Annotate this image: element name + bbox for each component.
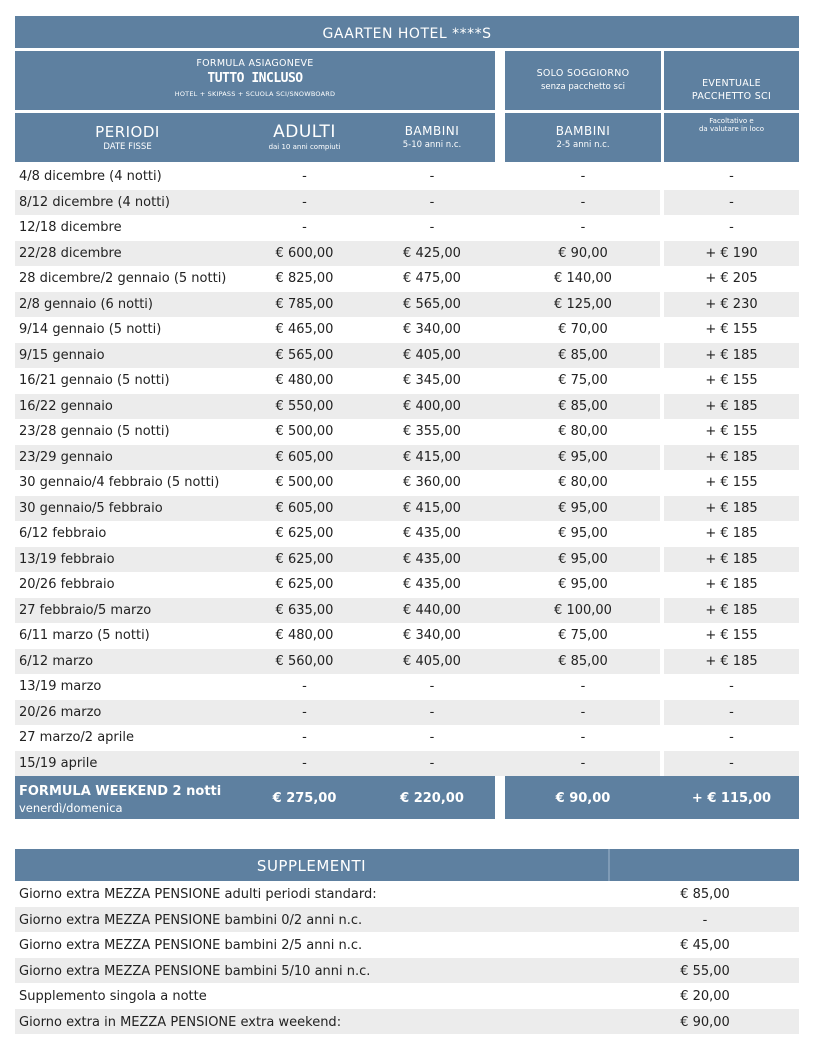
eventuale-line2: PACCHETTO SCI (691, 91, 772, 102)
pacchetto-cell: + € 185 (705, 347, 758, 363)
bambini-2-5-cell: € 95,00 (558, 551, 608, 567)
bambini-2-5-cell: € 95,00 (558, 526, 608, 541)
period-cell: 9/14 gennaio (5 notti) (19, 322, 162, 337)
table-row (15, 394, 799, 420)
bambini-5-10-cell: € 425,00 (403, 245, 461, 261)
adulti-cell: - (302, 704, 307, 720)
bambini-5-10-cell: € 340,00 (403, 322, 461, 337)
bambini-2-5-cell: € 95,00 (558, 449, 608, 465)
solo-line2: senza pacchetto sci (540, 82, 626, 92)
pacchetto-cell: + € 155 (705, 475, 758, 490)
table-row (15, 343, 799, 369)
solo-line1: SOLO SOGGIORNO (536, 68, 630, 79)
bambini-5-10-cell: - (429, 169, 435, 184)
table-row (15, 547, 799, 573)
table-row (15, 751, 799, 777)
bambini-2-5-cell: € 95,00 (558, 500, 608, 516)
bambini-2-5-header (505, 113, 661, 162)
bambini-5-10-cell: € 355,00 (403, 424, 461, 439)
supplemento-row (15, 1009, 799, 1035)
date-fisse-label: DATE FISSE (103, 142, 152, 152)
supplemento-value: - (702, 912, 708, 928)
table-row (15, 623, 799, 649)
period-cell: 16/21 gennaio (5 notti) (19, 373, 170, 388)
adulti-cell: € 635,00 (275, 602, 334, 618)
price-table (15, 164, 799, 776)
bambini-2-5-cell: - (580, 704, 586, 720)
period-cell: 9/15 gennaio (19, 347, 105, 363)
pacchetto-cell: - (729, 704, 734, 720)
period-cell: 30 gennaio/5 febbraio (19, 500, 163, 516)
bambini-2-5-cell: - (580, 194, 586, 210)
pacchetto-cell: + € 155 (705, 424, 758, 439)
period-cell: 20/26 febbraio (19, 577, 115, 592)
table-row (15, 445, 799, 471)
facoltativo-line2: da valutare in loco (698, 125, 765, 133)
bambini-5-10-label: BAMBINI (404, 124, 460, 138)
supplementi-title: SUPPLEMENTI (256, 857, 367, 875)
bambini-5-10-cell: - (429, 755, 435, 771)
supplemento-label: Giorno extra MEZZA PENSIONE bambini 5/10 anni n.c. (19, 963, 371, 979)
table-row (15, 419, 799, 445)
adulti-cell: € 825,00 (275, 271, 334, 286)
table-row (15, 598, 799, 624)
table-row (15, 241, 799, 267)
adulti-cell: € 560,00 (275, 653, 334, 669)
bambini-5-10-cell: € 405,00 (403, 347, 461, 363)
period-cell: 6/12 marzo (19, 653, 94, 669)
period-cell: 12/18 dicembre (19, 220, 122, 235)
table-row (15, 317, 799, 343)
pacchetto-cell: + € 185 (705, 577, 758, 592)
bambini-5-10-cell: € 415,00 (403, 449, 461, 465)
period-cell: 2/8 gennaio (6 notti) (19, 296, 153, 312)
pacchetto-cell: - (729, 220, 734, 235)
supplemento-label: Giorno extra MEZZA PENSIONE bambini 2/5 anni n.c. (19, 938, 363, 953)
formula-line1: FORMULA ASIAGONEVE (196, 58, 314, 69)
weekend-row-right (505, 776, 799, 819)
bambini-2-5-cell: - (580, 755, 586, 771)
period-cell: 8/12 dicembre (4 notti) (19, 194, 170, 210)
table-row (15, 674, 799, 700)
pacchetto-cell: + € 185 (705, 526, 758, 541)
bambini-5-10-cell: € 340,00 (403, 628, 461, 643)
bambini-5-10-cell: - (429, 730, 435, 745)
bambini-5-10-cell: € 565,00 (403, 296, 461, 312)
bambini-5-10-header (369, 113, 495, 162)
pacchetto-cell: + € 185 (705, 449, 758, 465)
period-cell: 16/22 gennaio (19, 398, 113, 414)
bambini-5-10-sub: 5-10 anni n.c. (402, 140, 462, 150)
weekend-bambini-2-5: € 90,00 (555, 791, 611, 806)
bambini-5-10-cell: € 345,00 (403, 373, 461, 388)
bambini-5-10-cell: € 435,00 (403, 551, 461, 567)
pacchetto-cell: + € 185 (705, 602, 758, 618)
bambini-2-5-cell: € 85,00 (558, 347, 608, 363)
bambini-5-10-cell: € 440,00 (403, 602, 461, 618)
bambini-2-5-label: BAMBINI (555, 124, 611, 138)
supplemento-value: € 45,00 (680, 938, 730, 953)
bambini-2-5-cell: € 90,00 (558, 245, 608, 261)
pacchetto-cell: - (729, 194, 734, 210)
bambini-5-10-cell: € 415,00 (403, 500, 461, 516)
bambini-2-5-cell: - (580, 169, 586, 184)
solo-soggiorno-header (505, 51, 661, 110)
period-cell: 27 febbraio/5 marzo (19, 602, 152, 618)
periodi-header (15, 113, 240, 162)
bambini-2-5-cell: € 85,00 (558, 653, 608, 669)
table-row (15, 292, 799, 318)
adulti-cell: € 625,00 (275, 577, 334, 592)
weekend-row (15, 776, 495, 819)
adulti-header (240, 113, 369, 162)
adulti-cell: € 600,00 (275, 245, 334, 261)
bambini-2-5-cell: € 140,00 (554, 271, 612, 286)
bambini-2-5-cell: - (580, 220, 586, 235)
period-cell: 13/19 febbraio (19, 551, 115, 567)
bambini-5-10-cell: - (429, 704, 435, 720)
supplemento-label: Supplemento singola a notte (19, 989, 207, 1004)
supplemento-label: Giorno extra MEZZA PENSIONE adulti periodi standard: (19, 887, 377, 902)
table-row (15, 368, 799, 394)
bambini-2-5-cell: € 95,00 (558, 577, 608, 592)
weekend-bambini-5-10: € 220,00 (400, 791, 464, 806)
pacchetto-cell: + € 185 (705, 500, 758, 516)
adulti-cell: € 605,00 (275, 500, 334, 516)
adulti-cell: - (302, 220, 307, 235)
table-row (15, 190, 799, 216)
supplemento-row (15, 907, 799, 933)
bambini-5-10-cell: € 405,00 (403, 653, 461, 669)
supplemento-value: € 20,00 (680, 989, 730, 1004)
pacchetto-cell: + € 185 (705, 398, 758, 414)
table-row (15, 649, 799, 675)
adulti-cell: - (302, 730, 307, 745)
adulti-cell: € 550,00 (275, 398, 334, 414)
period-cell: 4/8 dicembre (4 notti) (19, 169, 162, 184)
bambini-2-5-cell: € 70,00 (558, 322, 608, 337)
adulti-cell: € 500,00 (275, 475, 334, 490)
bambini-2-5-cell: € 80,00 (558, 424, 608, 439)
supplementi-list (15, 881, 799, 1034)
adulti-cell: € 500,00 (275, 424, 334, 439)
bambini-2-5-sub: 2-5 anni n.c. (556, 140, 610, 150)
period-cell: 23/28 gennaio (5 notti) (19, 424, 170, 439)
bambini-2-5-cell: - (580, 679, 586, 694)
bambini-5-10-cell: € 475,00 (403, 271, 461, 286)
adulti-cell: € 565,00 (275, 347, 334, 363)
facoltativo-header (664, 113, 799, 162)
bambini-5-10-cell: - (429, 220, 435, 235)
adulti-cell: - (302, 169, 307, 184)
table-row (15, 572, 799, 598)
bambini-5-10-cell: - (429, 679, 435, 694)
pacchetto-cell: - (729, 755, 734, 771)
pacchetto-cell: - (729, 169, 734, 184)
supplemento-label: Giorno extra in MEZZA PENSIONE extra weekend: (19, 1014, 342, 1030)
eventuale-header (664, 51, 799, 110)
weekend-pacchetto: + € 115,00 (691, 791, 772, 806)
adulti-cell: - (302, 194, 307, 210)
pacchetto-cell: - (729, 730, 734, 745)
adulti-cell: € 625,00 (275, 551, 334, 567)
table-row (15, 470, 799, 496)
adulti-cell: € 480,00 (275, 373, 334, 388)
bambini-5-10-cell: € 435,00 (403, 526, 461, 541)
weekend-label: FORMULA WEEKEND 2 notti (19, 784, 222, 799)
supplementi-divider (608, 849, 610, 881)
period-cell: 6/12 febbraio (19, 526, 107, 541)
period-cell: 30 gennaio/4 febbraio (5 notti) (19, 475, 220, 490)
eventuale-line1: EVENTUALE (702, 78, 761, 89)
pacchetto-cell: + € 205 (705, 271, 758, 286)
table-row (15, 496, 799, 522)
supplemento-row (15, 958, 799, 984)
adulti-cell: € 785,00 (275, 296, 334, 312)
periodi-label: PERIODI (95, 123, 160, 141)
period-cell: 27 marzo/2 aprile (19, 730, 134, 745)
pacchetto-cell: + € 155 (705, 628, 758, 643)
adulti-cell: - (302, 679, 307, 694)
facoltativo-line1: Facoltativo e (709, 117, 754, 125)
bambini-2-5-cell: € 125,00 (554, 296, 612, 312)
period-cell: 23/29 gennaio (19, 449, 113, 465)
adulti-cell: € 605,00 (275, 449, 334, 465)
pacchetto-cell: + € 155 (705, 322, 758, 337)
bambini-2-5-cell: € 80,00 (558, 475, 608, 490)
supplemento-row (15, 983, 799, 1009)
hotel-title: GAARTEN HOTEL ****S (15, 16, 799, 48)
pacchetto-cell: + € 190 (705, 245, 758, 261)
period-cell: 22/28 dicembre (19, 245, 122, 261)
bambini-2-5-cell: € 100,00 (554, 602, 612, 618)
supplemento-label: Giorno extra MEZZA PENSIONE bambini 0/2 anni n.c. (19, 912, 363, 928)
period-cell: 28 dicembre/2 gennaio (5 notti) (19, 271, 227, 286)
bambini-2-5-cell: - (580, 730, 586, 745)
pacchetto-cell: + € 185 (705, 653, 758, 669)
supplemento-value: € 85,00 (680, 887, 730, 902)
period-cell: 20/26 marzo (19, 704, 102, 720)
adulti-label: ADULTI (273, 122, 336, 142)
supplemento-value: € 90,00 (680, 1014, 730, 1030)
table-row (15, 521, 799, 547)
formula-line3: HOTEL + SKIPASS + SCUOLA SCI/SNOWBOARD (174, 90, 336, 98)
adulti-sub: dai 10 anni compiuti (268, 143, 341, 151)
period-cell: 6/11 marzo (5 notti) (19, 628, 150, 643)
formula-line2: TUTTO INCLUSO (207, 71, 303, 86)
bambini-2-5-cell: € 75,00 (558, 373, 608, 388)
supplemento-row (15, 881, 799, 907)
bambini-2-5-cell: € 85,00 (558, 398, 608, 414)
table-row (15, 266, 799, 292)
formula-header (15, 51, 495, 110)
bambini-5-10-cell: - (429, 194, 435, 210)
table-row (15, 164, 799, 190)
weekend-adulti: € 275,00 (272, 791, 337, 806)
period-cell: 13/19 marzo (19, 679, 102, 694)
supplementi-header (15, 849, 799, 881)
adulti-cell: € 625,00 (275, 526, 334, 541)
table-row (15, 725, 799, 751)
supplemento-value: € 55,00 (680, 963, 730, 979)
weekend-sub: venerdì/domenica (19, 801, 123, 815)
adulti-cell: - (302, 755, 307, 771)
bambini-5-10-cell: € 435,00 (403, 577, 461, 592)
pacchetto-cell: - (729, 679, 734, 694)
table-row (15, 700, 799, 726)
bambini-2-5-cell: € 75,00 (558, 628, 608, 643)
adulti-cell: € 480,00 (275, 628, 334, 643)
period-cell: 15/19 aprile (19, 755, 98, 771)
bambini-5-10-cell: € 400,00 (403, 398, 461, 414)
supplemento-row (15, 932, 799, 958)
adulti-cell: € 465,00 (275, 322, 334, 337)
pacchetto-cell: + € 185 (705, 551, 758, 567)
bambini-5-10-cell: € 360,00 (403, 475, 461, 490)
pacchetto-cell: + € 155 (705, 373, 758, 388)
table-row (15, 215, 799, 241)
pacchetto-cell: + € 230 (705, 296, 758, 312)
